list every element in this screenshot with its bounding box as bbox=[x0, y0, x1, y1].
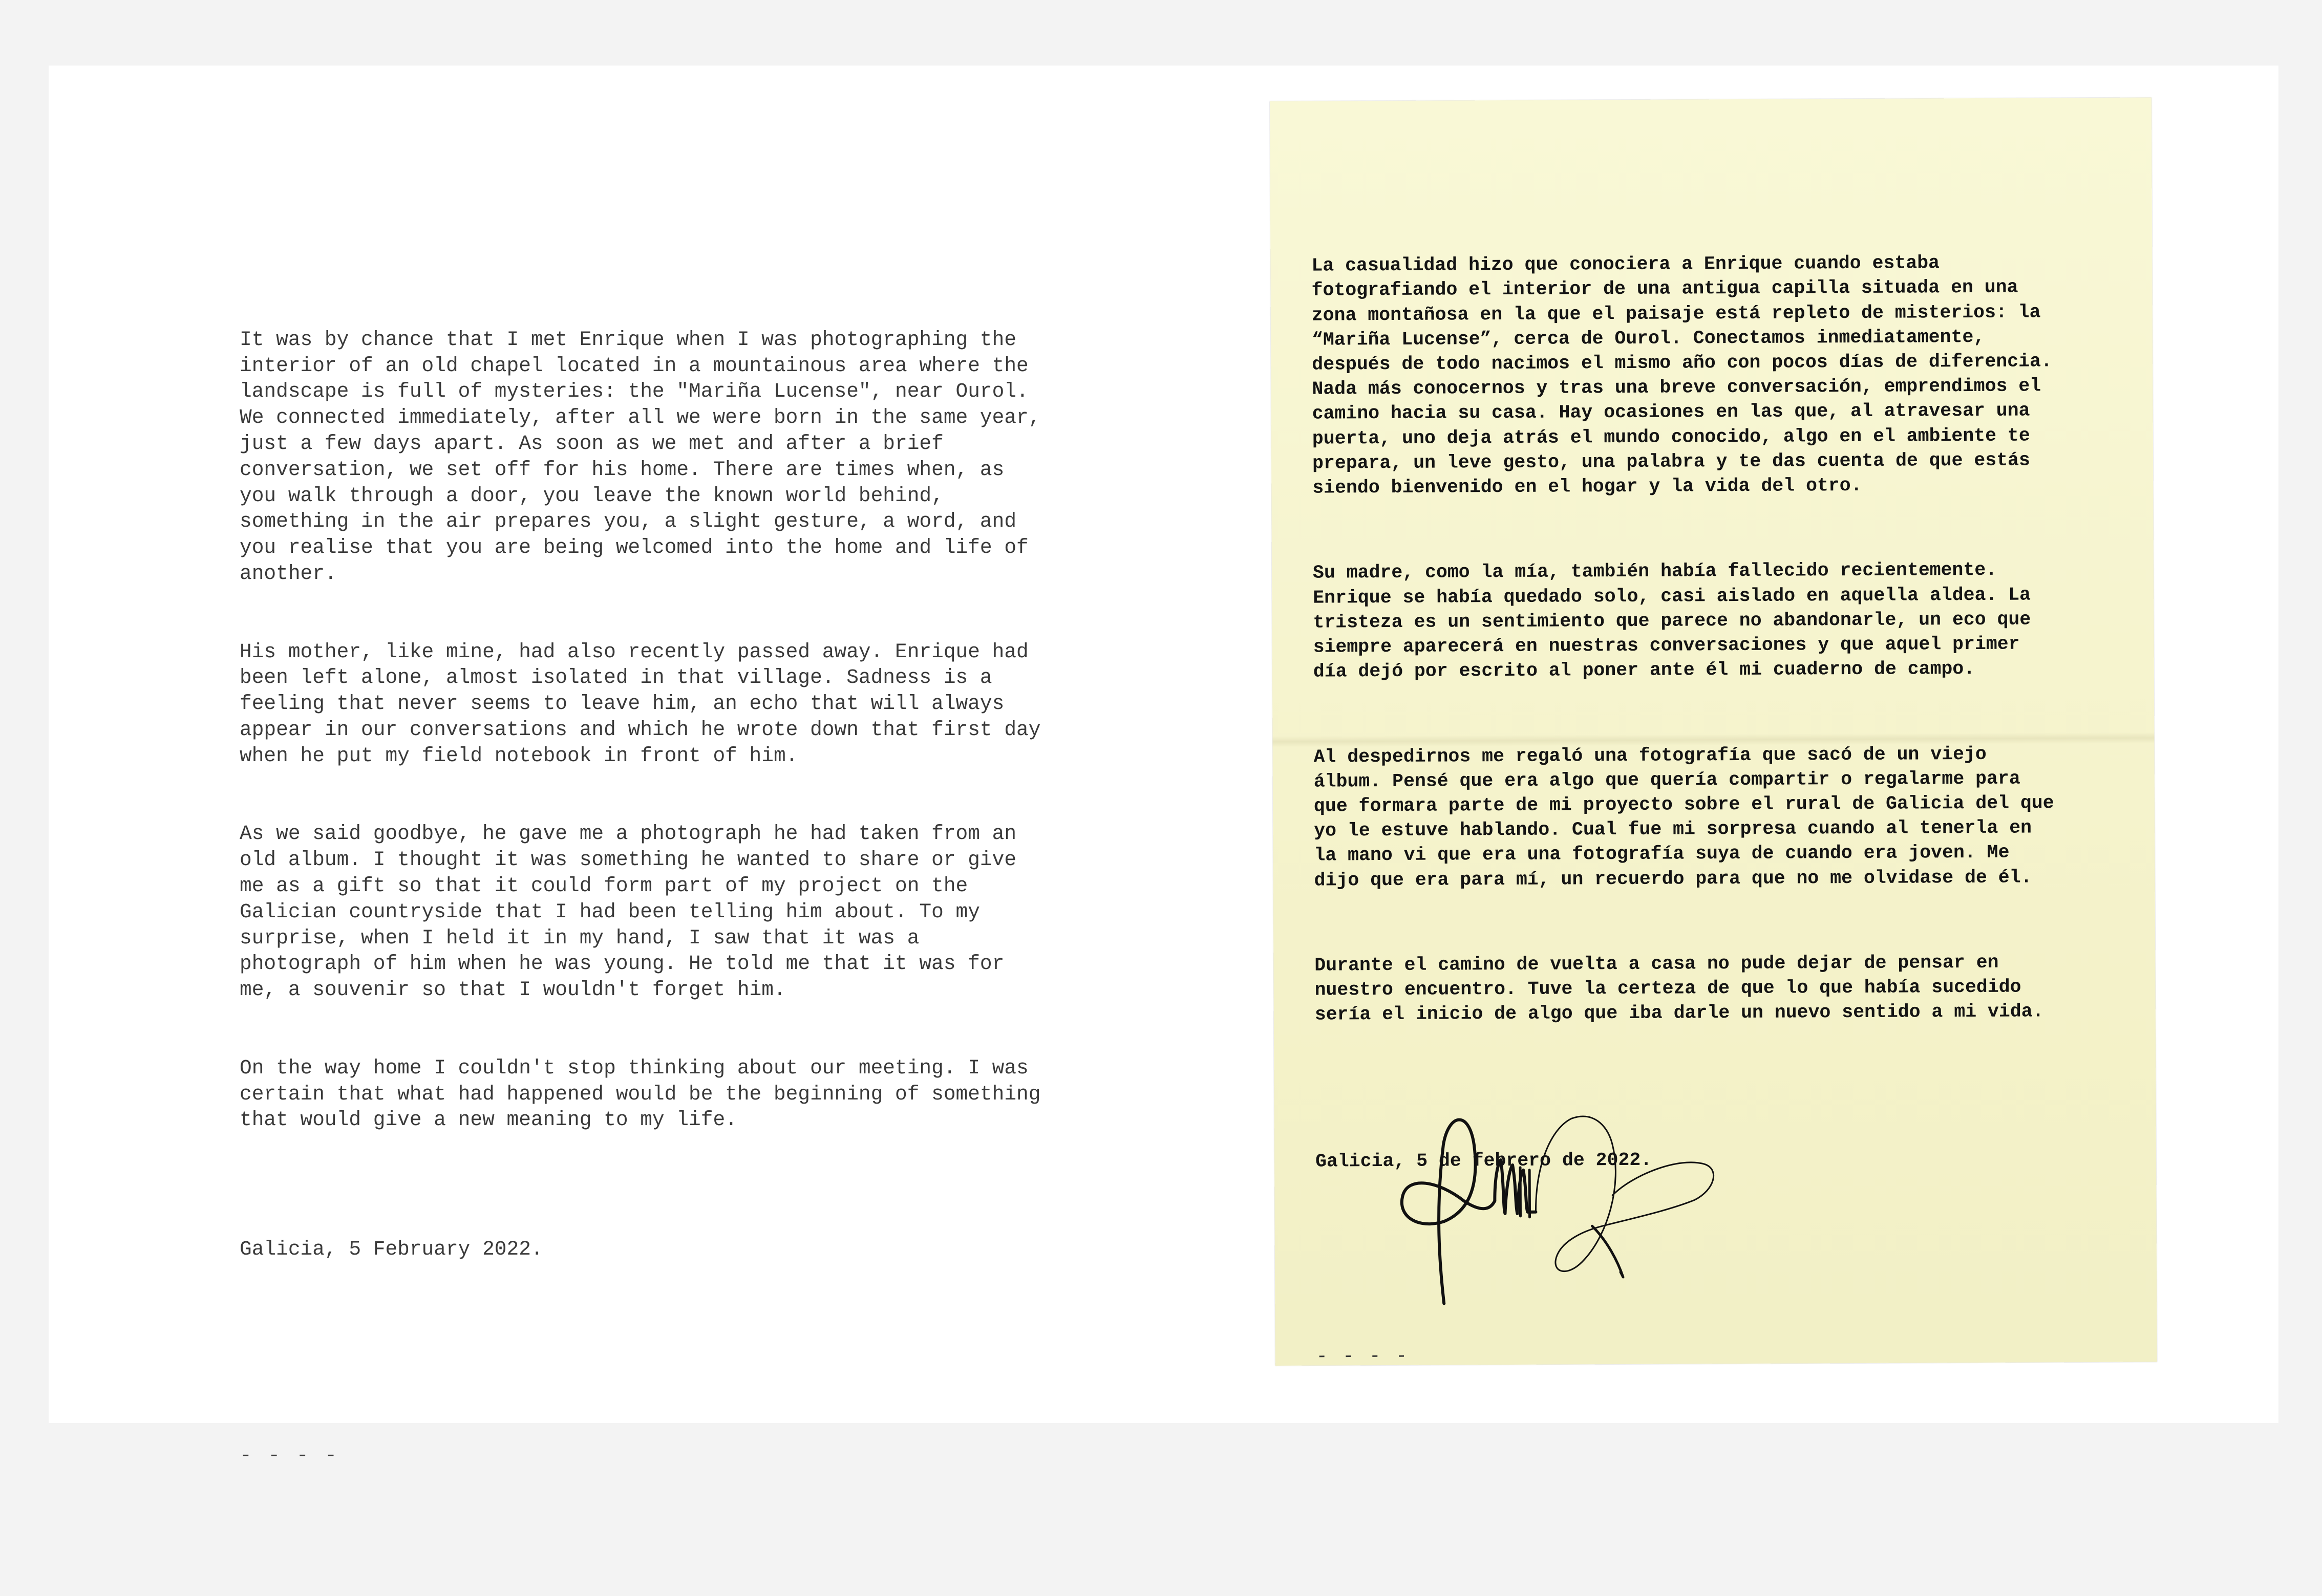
spanish-paragraph-3: Al despedirnos me regaló una fotografía que sacó de un viejo álbum. Pensé que era algo que quería compartir o regalarme para que formara parte de mi proyecto sobre el rural de Galicia del que yo le estuve hablando. Cual fue mi sorpresa cuando al tenerla en la mano vi que era una fotografía suya de cuando era joven. Me dijo que era para mí, un recuerdo para que no me olvidase de él. bbox=[1313, 743, 2054, 891]
english-paragraph-3: As we said goodbye, he gave me a photograph he had taken from an old album. I thought it was something he wanted to share or give me as a gift so that it could form part of my project on the Galician countryside that I had been telling him about. To my surprise, when I held it in my hand, I saw that it was a photograph of him when he was young. He told me that it was for me, a souvenir so that I wouldn't forget him. bbox=[240, 822, 1017, 1002]
handwritten-signature bbox=[1367, 1103, 1726, 1319]
english-paragraph-1: It was by chance that I met Enrique when I was photographing the interior of an old chapel located in a mountainous area where the landscape is full of mysteries: the "Mariña Lucense", near Ourol. We connected immediately, after all we were born in the same year, just a few days apart. As soon as we met and after a brief conversation, we set off for his home. There are times when, as you walk through a door, you leave the known world behind, something in the air prepares you, a slight gesture, a word, and you realise that you are being welcomed into the home and life of another. bbox=[240, 328, 1041, 585]
signature-stroke-loop bbox=[1536, 1116, 1714, 1271]
english-date: Galicia, 5 February 2022. bbox=[240, 1237, 543, 1261]
english-paragraph-2: His mother, like mine, had also recently passed away. Enrique had been left alone, almost isolated in that village. Sadness is a feeling that never seems to leave him, an echo that will always appear in our conversations and which he wrote down that first day when he put my field notebook in front of him. bbox=[240, 640, 1041, 767]
spanish-paragraph-1: La casualidad hizo que conociera a Enrique cuando estaba fotografiando el interior de una antigua capilla situada en una zona montañosa en la que el paisaje está repleto de misterios: la “Mariña Lucense”, cerca de Ourol. Conectamos inmediatamente, después de todo nacimos el mismo año con pocos días de diferencia. Nada más conocernos y tras una breve conversación, emprendimos el camino hacia su casa. Hay ocasiones en las que, al atravesar una puerta, uno deja atrás el mundo conocido, algo en el ambiente te prepara, un leve gesto, una palabra y te das cuenta de que estás siendo bienvenido en el hogar y la vida del otro. bbox=[1311, 252, 2052, 499]
english-paragraph-4: On the way home I couldn't stop thinking about our meeting. I was certain that what had happened would be the beginning of something that would give a new meaning to my life. bbox=[240, 1056, 1041, 1132]
spanish-paragraph-2: Su madre, como la mía, también había fallecido recientemente. Enrique se había quedado solo, casi aislado en aquella aldea. La tristeza es un sentimiento que parece no abandonarle, un eco que siempre aparecerá en nuestras conversaciones y que aquel primer día dejó por escrito al poner ante él mi cuaderno de campo. bbox=[1312, 559, 2031, 682]
spanish-date: Galicia, 5 de febrero de 2022. bbox=[1315, 1149, 1652, 1172]
scanned-letter bbox=[1270, 97, 2157, 1365]
signature-stroke-main bbox=[1401, 1119, 1495, 1304]
signature-stroke-tail bbox=[1592, 1226, 1623, 1277]
english-translation bbox=[240, 301, 1090, 1521]
spanish-signature-placeholder: - - - - bbox=[1316, 1346, 1410, 1367]
spanish-paragraph-4: Durante el camino de vuelta a casa no pude dejar de pensar en nuestro encuentro. Tuve la certeza de que lo que había sucedido sería el inicio de algo que iba darle un nuevo sentido a mi vida. bbox=[1314, 952, 2044, 1026]
english-signature-placeholder: - - - - bbox=[240, 1443, 339, 1467]
